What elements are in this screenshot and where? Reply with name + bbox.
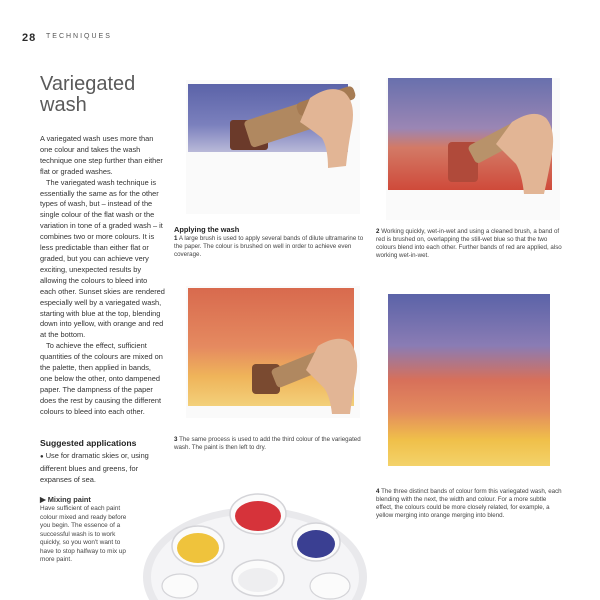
step-text: The same process is used to add the third colour of the variegated wash. The paint is then left to dry. bbox=[174, 436, 361, 451]
section-label: TECHNIQUES bbox=[46, 33, 112, 40]
step1-caption bbox=[174, 226, 364, 259]
step-number: 2 bbox=[376, 228, 380, 235]
step1-photo bbox=[186, 80, 360, 214]
step-text: The three distinct bands of colour form this variegated wash, each blending with the next, the width and colour. For a more subtle effect, the colours could be more closely related, for example, a yellow merging into orange merging into blend. bbox=[376, 488, 562, 519]
body-paragraph: To achieve the effect, sufficient quantities of the colours are mixed on the palette, then applied in bands, one below the other, onto dampened paper. The dampness of the paper does the rest by causing the different colours to bleed into each other. bbox=[40, 341, 163, 416]
suggested-text-block bbox=[40, 450, 165, 485]
article-body bbox=[40, 134, 165, 418]
mixing-heading-block bbox=[40, 495, 91, 504]
step4-caption bbox=[376, 488, 562, 520]
step3-photo bbox=[186, 286, 360, 418]
arrow-marker-icon: ▶ bbox=[40, 495, 46, 504]
step-text: Working quickly, wet-in-wet and using a cleaned brush, a band of red is brushed on, overlapping the still-wet blue so that the two colours blend into each other. Further bands of red are applied, also working wet-in-wet. bbox=[376, 228, 562, 259]
page-number: 28 bbox=[22, 32, 37, 44]
step2-caption bbox=[376, 228, 562, 260]
step-number: 1 bbox=[174, 235, 178, 242]
step2-photo bbox=[386, 78, 560, 220]
suggested-text: Use for dramatic skies or, using different blues and greens, for expanses of sea. bbox=[40, 451, 149, 484]
step-number: 3 bbox=[174, 436, 178, 443]
suggested-heading: Suggested applications bbox=[40, 438, 137, 448]
bullet-icon: ● bbox=[40, 454, 44, 460]
step4-photo bbox=[384, 290, 554, 470]
step-number: 4 bbox=[376, 488, 380, 495]
steps-heading: Applying the wash bbox=[174, 225, 240, 234]
step3-caption bbox=[174, 436, 364, 452]
body-paragraph: The variegated wash technique is essentially the same as for the other types of wash, but – instead of the single colour of the flat wash or the variation in tone of a graded wash – it combines two or more colours. It is less predictable than either flat or graded, but you can achieve very exciting, unexpected results by allowing the colours to bleed into each other. Sunset skies are rendered especially well by a variegated wash, starting with blue at the top, blending down into yellow, with orange and red at the bottom. bbox=[40, 177, 165, 340]
palette-photo bbox=[140, 482, 370, 600]
article-title: Variegated wash bbox=[40, 73, 136, 116]
body-paragraph: A variegated wash uses more than one colour and takes the wash technique one step further than either flat or graded washes. bbox=[40, 134, 163, 176]
mixing-text: Have sufficient of each paint colour mixed and ready before you begin. The essence of a successful wash is to work quickly, so you won't want to have to stop halfway to mix up more paint. bbox=[40, 505, 127, 563]
mixing-heading: Mixing paint bbox=[47, 495, 91, 504]
step-text: A large brush is used to apply several bands of dilute ultramarine to the paper. The colour is brushed on well in order to achieve even coverage. bbox=[174, 235, 364, 258]
